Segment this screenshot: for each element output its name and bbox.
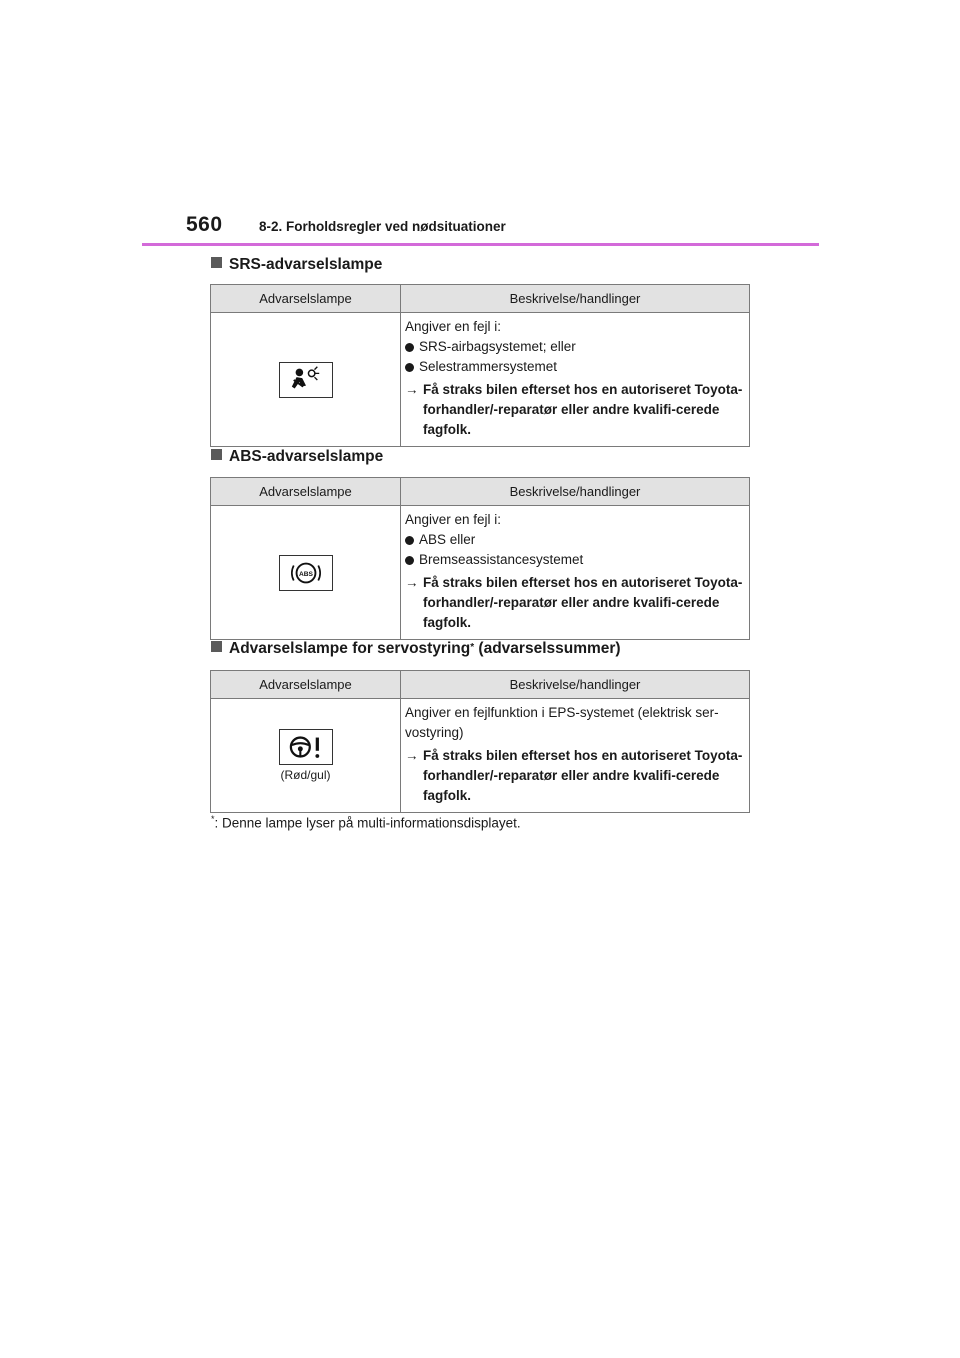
- bullet-dot-icon: [405, 556, 414, 565]
- svg-text:ABS: ABS: [298, 570, 313, 578]
- column-header-description: Beskrivelse/handlinger: [401, 285, 750, 313]
- column-header-lamp: Advarselslampe: [211, 285, 401, 313]
- header-rule: [142, 243, 819, 246]
- footnote-mark: *: [211, 814, 215, 824]
- icon-caption: (Rød/gul): [280, 768, 331, 782]
- action-text: Få straks bilen efterset hos en autoriseret Toyota-forhandler/-reparatør eller andre kvalifi-cerede fagfolk.: [423, 748, 743, 803]
- list-item-text: ABS eller: [419, 532, 476, 547]
- arrow-right-icon: →: [405, 748, 419, 763]
- action-text: Få straks bilen efterset hos en autoriseret Toyota-forhandler/-reparatør eller andre kvalifi-cerede fagfolk.: [423, 575, 743, 630]
- section-header: 8-2. Forholdsregler ved nødsituationer: [259, 219, 506, 234]
- heading-srs-text: SRS-advarselslampe: [229, 256, 383, 273]
- description-cell: [401, 699, 750, 813]
- table-header-row: [211, 285, 750, 313]
- page-number: 560: [186, 213, 223, 236]
- action-instruction: [405, 573, 745, 633]
- heading-abs-text: ABS-advarselslampe: [229, 448, 384, 465]
- action-instruction: [405, 380, 745, 440]
- icon-cell: [211, 313, 401, 447]
- footnote-text: : Denne lampe lyser på multi-informationsdisplayet.: [214, 815, 521, 831]
- arrow-right-icon: →: [405, 575, 419, 590]
- column-header-description: Beskrivelse/handlinger: [401, 671, 750, 699]
- arrow-right-icon: →: [405, 382, 419, 397]
- list-item: [405, 530, 745, 550]
- action-instruction: [405, 746, 745, 806]
- square-bullet-icon: [211, 257, 222, 268]
- table-abs: [210, 477, 750, 640]
- footnote: [211, 814, 521, 831]
- column-header-lamp: Advarselslampe: [211, 671, 401, 699]
- action-text: Få straks bilen efterset hos en autoriseret Toyota-forhandler/-reparatør eller andre kvalifi-cerede fagfolk.: [423, 382, 743, 437]
- description-cell: [401, 506, 750, 640]
- heading-power-steering-text: Advarselslampe for servostyring: [229, 640, 471, 657]
- description-intro: Angiver en fejl i:: [405, 319, 502, 334]
- icon-cell: [211, 699, 401, 813]
- table-header-row: [211, 671, 750, 699]
- abs-icon: [279, 555, 333, 591]
- column-header-description: Beskrivelse/handlinger: [401, 478, 750, 506]
- square-bullet-icon: [211, 449, 222, 460]
- heading-power-steering-tail: (advarselssummer): [474, 640, 621, 657]
- list-item-text: SRS-airbagsystemet; eller: [419, 339, 576, 354]
- heading-srs: [211, 256, 382, 274]
- list-item-text: Bremseassistancesystemet: [419, 552, 584, 567]
- heading-power-steering: Advarselslampe for servostyring * (advarselssummer): [211, 640, 621, 658]
- power-steering-warning-icon: [279, 729, 333, 765]
- table-row: [211, 699, 750, 813]
- column-header-lamp: Advarselslampe: [211, 478, 401, 506]
- description-intro: Angiver en fejl i:: [405, 512, 502, 527]
- table-power-steering: [210, 670, 750, 813]
- list-item-text: Selestrammersystemet: [419, 359, 558, 374]
- heading-abs: [211, 448, 383, 466]
- list-item: [405, 357, 745, 377]
- bullet-dot-icon: [405, 363, 414, 372]
- table-srs: [210, 284, 750, 447]
- description-intro: Angiver en fejlfunktion i EPS-systemet (elektrisk ser-vostyring): [405, 705, 719, 740]
- srs-airbag-icon: [279, 362, 333, 398]
- list-item: [405, 337, 745, 357]
- list-item: [405, 550, 745, 570]
- square-bullet-icon: [211, 641, 222, 652]
- bullet-dot-icon: [405, 343, 414, 352]
- table-row: [211, 506, 750, 640]
- bullet-dot-icon: [405, 536, 414, 545]
- icon-cell: [211, 506, 401, 640]
- table-header-row: [211, 478, 750, 506]
- table-row: [211, 313, 750, 447]
- description-cell: [401, 313, 750, 447]
